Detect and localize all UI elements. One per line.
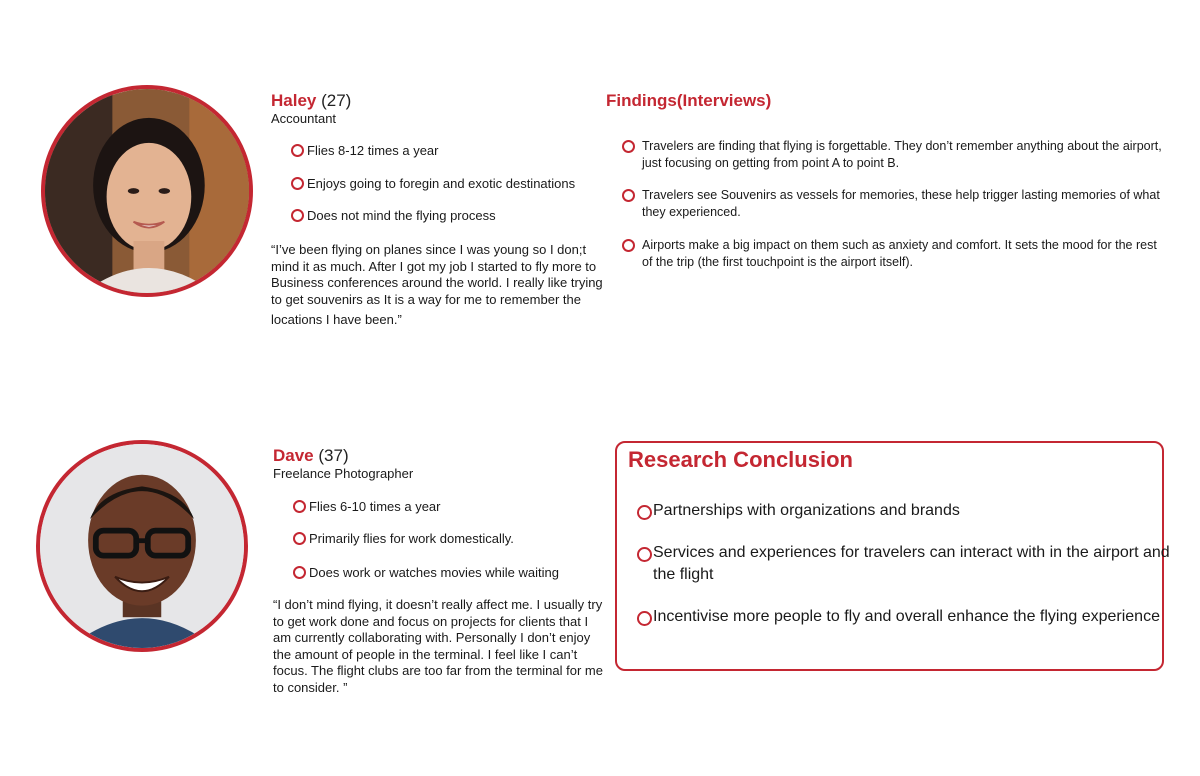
ring-icon xyxy=(622,189,635,202)
avatar-haley xyxy=(41,85,253,297)
persona-haley xyxy=(271,91,351,126)
ring-icon xyxy=(293,566,306,579)
ring-icon xyxy=(291,144,304,157)
dave-photo xyxy=(40,444,244,648)
ring-icon xyxy=(291,209,304,222)
persona-quote: “I don’t mind flying, it doesn’t really affect me. I usually try to get work done and focus on projects for clients that I am currently collaborating with. Personally I don’t enjoy the amount of people in the terminal. I feel like I can’t focus. The flight clubs are too far from the terminal for me to consider. ” xyxy=(273,597,603,695)
persona-dave xyxy=(273,446,413,481)
haley-photo xyxy=(45,89,249,293)
persona-bullet: Does not mind the flying process xyxy=(291,208,496,223)
persona-name-line xyxy=(273,446,413,466)
research-conclusion-box xyxy=(615,441,1170,671)
ring-icon xyxy=(291,177,304,190)
conclusion-item: Partnerships with organizations and brands xyxy=(637,500,1173,522)
finding-item: Travelers are finding that flying is forgettable. They don’t remember anything about the airport, just focusing on getting from point A to point B. xyxy=(622,138,1162,172)
persona-bullet: Does work or watches movies while waiting xyxy=(293,565,559,580)
ring-icon xyxy=(293,500,306,513)
persona-job: Accountant xyxy=(271,111,337,126)
avatar-dave xyxy=(36,440,248,652)
ring-icon xyxy=(622,239,635,252)
persona-name: Dave xyxy=(273,446,314,465)
ring-icon xyxy=(637,611,652,626)
ring-icon xyxy=(637,505,652,520)
persona-bullet: Primarily flies for work domestically. xyxy=(293,531,514,546)
finding-item: Travelers see Souvenirs as vessels for memories, these help trigger lasting memories of what they experienced. xyxy=(622,187,1162,221)
ring-icon xyxy=(622,140,635,153)
conclusion-item: Services and experiences for travelers can interact with in the airport and the flight xyxy=(637,542,1173,586)
persona-name-line xyxy=(271,91,351,111)
persona-bullet: Enjoys going to foregin and exotic destinations xyxy=(291,176,575,191)
conclusion-item: Incentivise more people to fly and overall enhance the flying experience xyxy=(637,606,1173,628)
persona-age: (37) xyxy=(318,446,349,465)
findings-title: Findings(Interviews) xyxy=(606,91,772,110)
finding-item: Airports make a big impact on them such as anxiety and comfort. It sets the mood for the rest of the trip (the first touchpoint is the airport itself). xyxy=(622,237,1162,271)
persona-name: Haley xyxy=(271,91,317,110)
persona-age: (27) xyxy=(321,91,352,110)
ring-icon xyxy=(293,532,306,545)
conclusion-title: Research Conclusion xyxy=(628,447,853,472)
ring-icon xyxy=(637,547,652,562)
persona-bullet: Flies 6-10 times a year xyxy=(293,499,441,514)
persona-bullet: Flies 8-12 times a year xyxy=(291,143,439,158)
persona-job: Freelance Photographer xyxy=(273,466,414,481)
persona-quote: “I’ve been flying on planes since I was young so I don;t mind it as much. After I got my job I started to fly more to Business conferences around the world. I really like trying to get souvenirs as It is a way for me to remember the locations I have been.” xyxy=(271,242,603,327)
